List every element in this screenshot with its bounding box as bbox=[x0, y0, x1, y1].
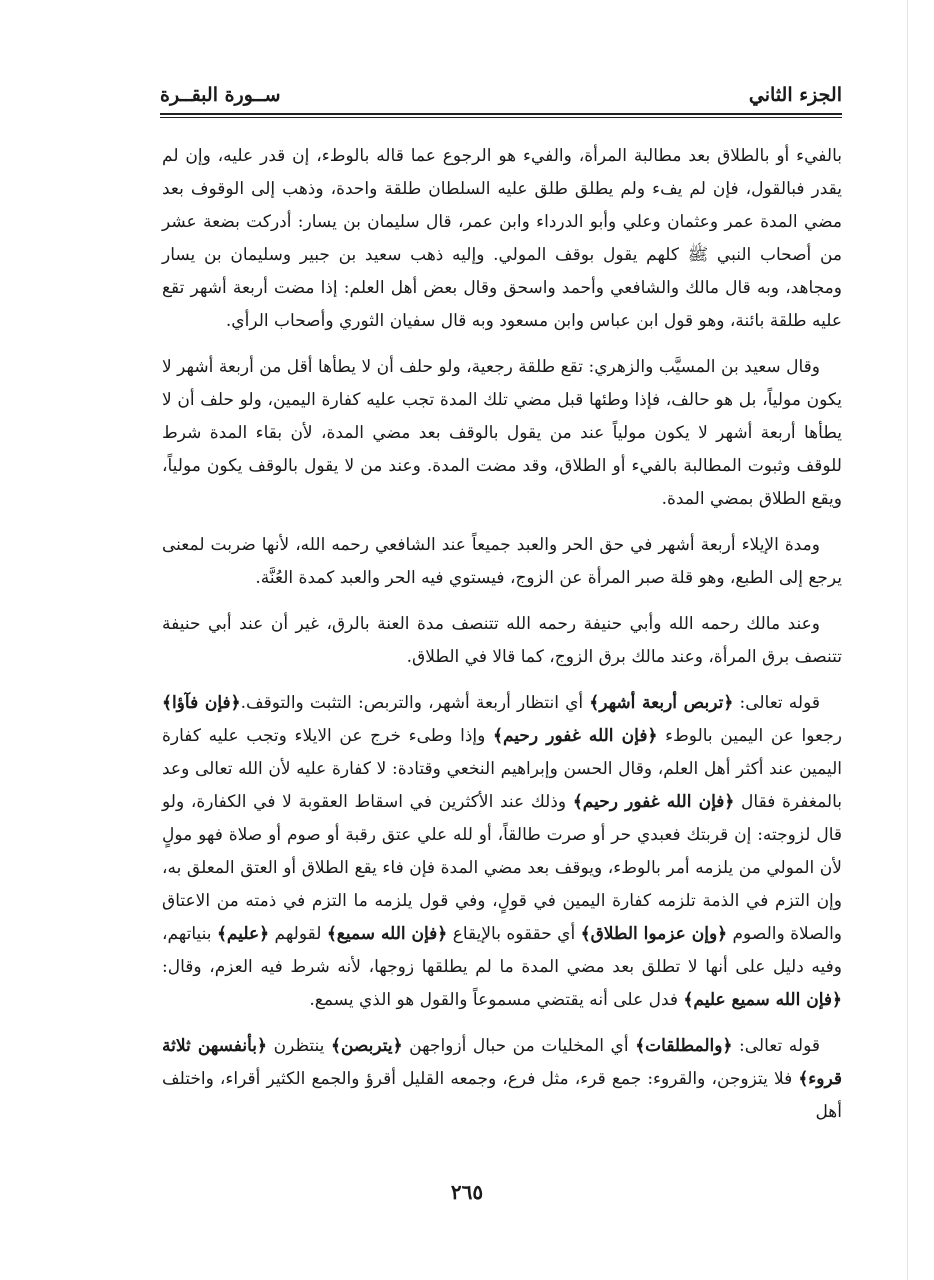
paragraph-5 bbox=[162, 687, 842, 1017]
page-body bbox=[162, 140, 842, 1142]
quran-quote: ﴿فإن الله سميع﴾ bbox=[326, 924, 448, 944]
quran-quote: ﴿بأنفسهن ثلاثة قروء﴾ bbox=[162, 1036, 842, 1089]
paragraph-3: ومدة الإيلاء أربعة أشهر في حق الحر والعبد جميعاً عند الشافعي رحمه الله، لأنها ضربت لمعنى يرجع إلى الطبع، وهو قلة صبر المرأة عن الزوج، فيستوي فيه الحر والعبد كمدة العُنَّة. bbox=[162, 535, 842, 588]
text-run: رجعوا عن اليمين بالوطء bbox=[657, 726, 842, 746]
text-run: لقولهم bbox=[269, 924, 327, 944]
quran-quote: ﴿والمطلقات﴾ bbox=[635, 1036, 733, 1056]
quran-quote: ﴿فإن الله سميع عليم﴾ bbox=[683, 990, 842, 1010]
text-run: أي المخليات من حبال أزواجهن bbox=[402, 1036, 636, 1056]
quran-quote: ﴿وإن عزموا الطلاق﴾ bbox=[580, 924, 728, 944]
text-run: أي حققوه بالإيقاع bbox=[447, 924, 581, 944]
text-run: أي انتظار أربعة أشهر، والتربص: التثبت والتوقف. bbox=[240, 693, 590, 713]
quran-quote: ﴿فإن الله غفور رحيم﴾ bbox=[493, 726, 658, 746]
part-label: الجزء الثاني bbox=[748, 84, 842, 106]
quran-quote: ﴿فإن الله غفور رحيم﴾ bbox=[572, 792, 735, 812]
paragraph-6 bbox=[162, 1030, 842, 1129]
surah-label: ســورة البقــرة bbox=[160, 84, 281, 106]
quran-quote: ﴿عليم﴾ bbox=[216, 924, 270, 944]
text-run: ينتظرن bbox=[266, 1036, 331, 1056]
text-run: وإذا وطىء خرج عن الايلاء وتجب عليه كفارة اليمين عند أكثر أهل العلم، وقال الحسن وإبراهيم النخعي وقتادة: لا كفارة عليه لأن الله تعالى وعد بالمغفرة فقال bbox=[162, 726, 842, 812]
text-run: وذلك عند الأكثرين في اسقاط العقوبة لا في الكفارة، ولو قال لزوجته: إن قربتك فعبدي حر أو صرت طالقاً، أو لله علي عتق رقبة أو صوم أو صلاة فهو مولٍ لأن المولي من يلزمه أمر بالوطء، ويوقف بعد مضي المدة فإن فاء يقع الطلاق أو العتق المعلق به، وإن التزم في الذمة تلزمه كفارة اليمين في قولٍ، وفي قول يلزمه ما التزم في ذمته من الاعتاق والصلاة والصوم bbox=[162, 792, 843, 944]
text-run: قوله تعالى: bbox=[733, 693, 821, 713]
paragraph-1: بالفيء أو بالطلاق بعد مطالبة المرأة، والفيء هو الرجوع عما قاله بالوطء، إن قدر عليه، وإن لم يقدر فبالقول، فإن لم يفء ولم يطلق طلق عليه السلطان طلقة واحدة، وذهب إلى الوقوف بعد مضي المدة عمر وعثمان وعلي وأبو الدرداء وابن عمر، قال سليمان بن يسار: أدركت بضعة عشر من أصحاب النبي ﷺ كلهم يقول بوقف المولي. وإليه ذهب سعيد بن جبير وسليمان بن يسار ومجاهد، وبه قال مالك والشافعي وأحمد واسحق وقال بعض أهل العلم: إذا مضت أربعة أشهر تقع عليه طلقة بائنة، وهو قول ابن عباس وابن مسعود وبه قال سفيان الثوري وأصحاب الرأي. bbox=[162, 146, 842, 331]
running-header bbox=[160, 80, 842, 110]
quran-quote: ﴿يتربصن﴾ bbox=[330, 1036, 403, 1056]
quran-quote: ﴿فإن فآؤا﴾ bbox=[162, 693, 241, 713]
quran-quote: ﴿تربص أربعة أشهر﴾ bbox=[589, 693, 734, 713]
header-rule bbox=[160, 113, 842, 118]
page-number: ٢٦٥ bbox=[450, 1180, 484, 1204]
text-run: فدل على أنه يقتضي مسموعاً والقول هو الذي يسمع. bbox=[309, 990, 684, 1010]
text-run: فلا يتزوجن، والقروء: جمع قرء، مثل فرع، وجمعه القليل أقرؤ والجمع الكثير أقراء، واختلف أهل bbox=[162, 1069, 842, 1122]
text-run: قوله تعالى: bbox=[732, 1036, 820, 1056]
page-edge-line bbox=[907, 0, 908, 1280]
text-run: بنياتهم، وفيه دليل على أنها لا تطلق بعد مضي المدة ما لم يطلقها زوجها، لأنه شرط فيه العزم، وقال: bbox=[162, 924, 842, 977]
paragraph-2: وقال سعيد بن المسيَّب والزهري: تقع طلقة رجعية، ولو حلف أن لا يطأها أقل من أربعة أشهر لا يكون مولياً، بل هو حالف، فإذا وطئها قبل مضي تلك المدة تجب عليه كفارة اليمين، ولو حلف أن لا يطأها أربعة أشهر لا يكون مولياً عند من يقول بالوقف بعد مضي المدة، لأن بقاء المدة شرط للوقف وثبوت المطالبة بالفيء أو الطلاق، وقد مضت المدة. وعند من لا يقول بالوقف يكون مولياً، ويقع الطلاق بمضي المدة. bbox=[162, 357, 842, 509]
paragraph-4: وعند مالك رحمه الله وأبي حنيفة رحمه الله تتنصف مدة العنة بالرق، غير أن عند أبي حنيفة تتنصف برق المرأة، وعند مالك برق الزوج، كما قالا في الطلاق. bbox=[162, 614, 842, 667]
